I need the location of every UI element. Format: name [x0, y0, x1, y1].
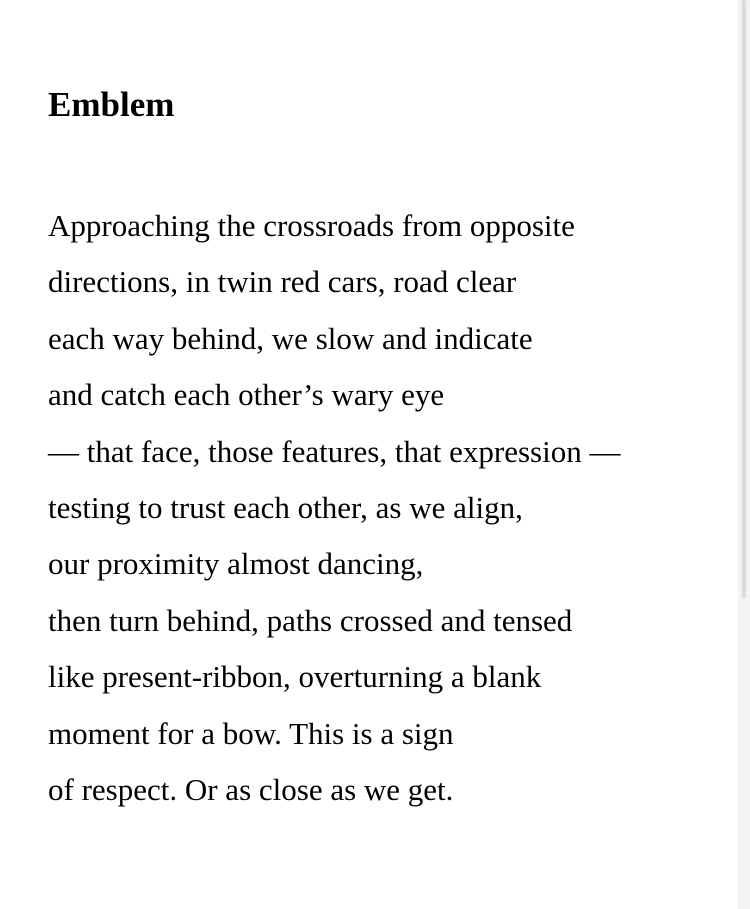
poem-line: our proximity almost dancing,: [48, 546, 424, 582]
poem-line: testing to trust each other, as we align,: [48, 490, 523, 526]
poem-line: — that face, those features, that expression —: [48, 433, 621, 469]
vertical-scrollbar[interactable]: [738, 0, 750, 909]
poem-line: each way behind, we slow and indicate: [48, 320, 533, 356]
poem-line: directions, in twin red cars, road clear: [48, 264, 517, 300]
poem-title: Emblem: [48, 85, 175, 124]
poem-line: moment for a bow. This is a sign: [48, 715, 454, 751]
poem-body: [48, 198, 620, 818]
poem-line: then turn behind, paths crossed and tensed: [48, 602, 573, 638]
poem-line: of respect. Or as close as we get.: [48, 772, 454, 808]
poem-line: Approaching the crossroads from opposite: [48, 208, 575, 243]
poem-line: and catch each other’s wary eye: [48, 377, 445, 413]
poem-line: like present-ribbon, overturning a blank: [48, 659, 542, 695]
scrollbar-thumb[interactable]: [742, 0, 746, 598]
